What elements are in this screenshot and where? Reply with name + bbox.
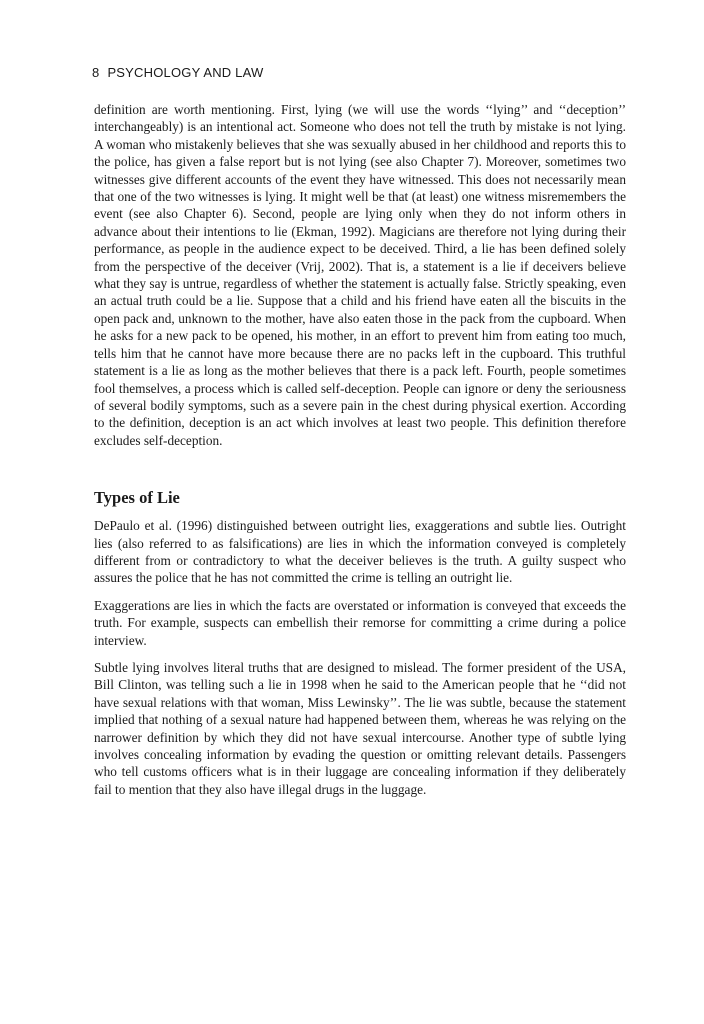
running-header: [92, 64, 626, 82]
paragraph-subtle-lies: Subtle lying involves literal truths that are designed to mislead. The former president of the USA, Bill Clinton, was telling such a lie in 1998 when he said to the American people that he ‘‘did not have sexual relations with that woman, Miss Lewinsky’’. The lie was subtle, because the statement implied that nothing of a sexual nature had happened between them, whereas he was relying on the narrower definition by which they did not have sexual intercourse. Another type of subtle lying involves concealing information by evading the question or omitting relevant details. Passengers who tell customs officers what is in their luggage are concealing information if they deliberately fail to mention that they also have illegal drugs in the luggage.: [94, 659, 626, 797]
paragraph-lying-definition: definition are worth mentioning. First, lying (we will use the words ‘‘lying’’ and ‘‘deception’’ interchangeably) is an intentional act. Someone who does not tell the truth by mistake is not lying. A woman who mistakenly believes that she was sexually abused in her childhood and reports this to the police, has given a false report but is not lying (see also Chapter 7). Moreover, sometimes two witnesses give different accounts of the event they have witnessed. This does not necessarily mean that one of the two witnesses is lying. It might well be that (at least) one witness misremembers the event (see also Chapter 6). Second, people are lying only when they do not inform others in advance about their intentions to lie (Ekman, 1992). Magicians are therefore not lying during their performance, as people in the audience expect to be deceived. Third, a lie has been defined solely from the perspective of the deceiver (Vrij, 2002). That is, a statement is a lie if deceivers believe what they say is untrue, regardless of whether the statement is actually false. Strictly speaking, even an actual truth could be a lie. Suppose that a child and his friend have eaten all the biscuits in the open pack and, unknown to the mother, have also eaten those in the pack from the cupboard. When he asks for a new pack to be opened, his mother, in an effort to prevent him from eating too much, tells him that he cannot have more because there are no packs left in the cupboard. This truthful statement is a lie as long as the mother believes that there is a pack left. Fourth, people sometimes fool themselves, a process which is called self-deception. People can ignore or deny the seriousness of several bodily symptoms, such as a severe pain in the chest during physical exertion. According to the definition, deception is an act which involves at least two people. This definition therefore excludes self-deception.: [94, 102, 626, 448]
page-number: 8: [92, 65, 100, 80]
paragraph-outright-lies: DePaulo et al. (1996) distinguished between outright lies, exaggerations and subtle lies. Outright lies (also referred to as falsifications) are lies in which the information conveyed is completely different from or contradictory to what the deceiver believes is the truth. A guilty suspect who assures the police that he has not committed the crime is telling an outright lie.: [94, 518, 626, 586]
book-page: [94, 64, 626, 808]
running-title: PSYCHOLOGY AND LAW: [107, 65, 264, 80]
paragraph-exaggerations: Exaggerations are lies in which the facts are overstated or information is conveyed that exceeds the truth. For example, suspects can embellish their remorse for committing a crime during a police interview.: [94, 597, 626, 648]
section-heading: Types of Lie: [94, 488, 180, 508]
